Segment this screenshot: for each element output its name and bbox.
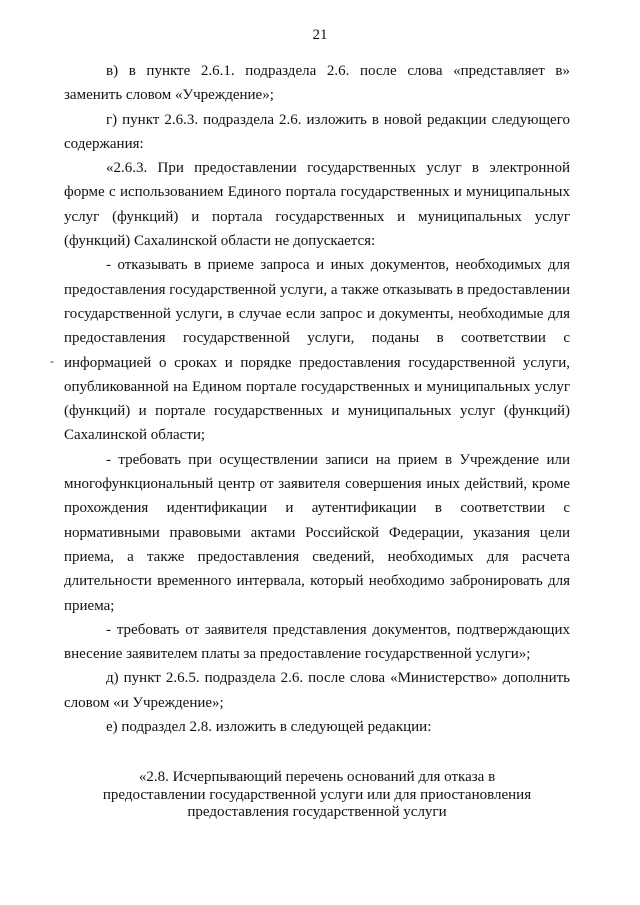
paragraph-list-item-2: - требовать при осуществлении записи на прием в Учреждение или многофункциональный центр от заявителя совершения иных действий, кроме прохождения идентификации и аутентификации в соответствии с нормативными правовыми актами Российской Федерации, указания цели приема, а также предоставления сведений, необходимых для расчета длительности временного интервала, который необходимо забронировать для приема; [64, 451, 570, 614]
paragraph-list-item-1: - отказывать в приеме запроса и иных документов, необходимых для предоставления государственной услуги, а также отказывать в предоставлении государственной услуги, в случае если запрос и документы, необходимые для предоставления государственной услуги, поданы в соответствии с информацией о сроках и порядке предоставления государственной услуги, опубликованной на Едином портале государственных и муниципальных услуг (функций) и портале государственных и муниципальных услуг (функций) Сахалинской области; [64, 257, 570, 444]
paragraph-e: е) подраздел 2.8. изложить в следующей редакции: [106, 719, 432, 736]
margin-mark: - [50, 354, 54, 368]
body-text [64, 59, 570, 739]
section-heading [64, 769, 570, 822]
heading-line: предоставлении государственной услуги или для приостановления [102, 786, 532, 803]
paragraph-263: «2.6.3. При предоставлении государственных услуг в электронной форме с использованием Единого портала государственных и муниципальных услуг (функций) и портала государственных и муниципальных услуг (функций) Сахалинской области не допускается: [64, 160, 570, 250]
heading-line: предоставления государственной услуги [187, 804, 447, 820]
heading-line: «2.8. Исчерпывающий перечень оснований для отказа в [138, 769, 496, 785]
paragraph-g: г) пункт 2.6.3. подраздела 2.6. изложить в новой редакции следующего содержания: [64, 111, 570, 152]
paragraph-v: в) в пункте 2.6.1. подраздела 2.6. после слова «представляет в» заменить словом «Учреждение»; [64, 63, 570, 104]
paragraph-d: д) пункт 2.6.5. подраздела 2.6. после слова «Министерство» дополнить словом «и Учреждение»; [64, 670, 570, 711]
paragraph-list-item-3: - требовать от заявителя представления документов, подтверждающих внесение заявителем платы за предоставление государственной услуги»; [64, 621, 570, 663]
page-number: 21 [312, 27, 328, 43]
